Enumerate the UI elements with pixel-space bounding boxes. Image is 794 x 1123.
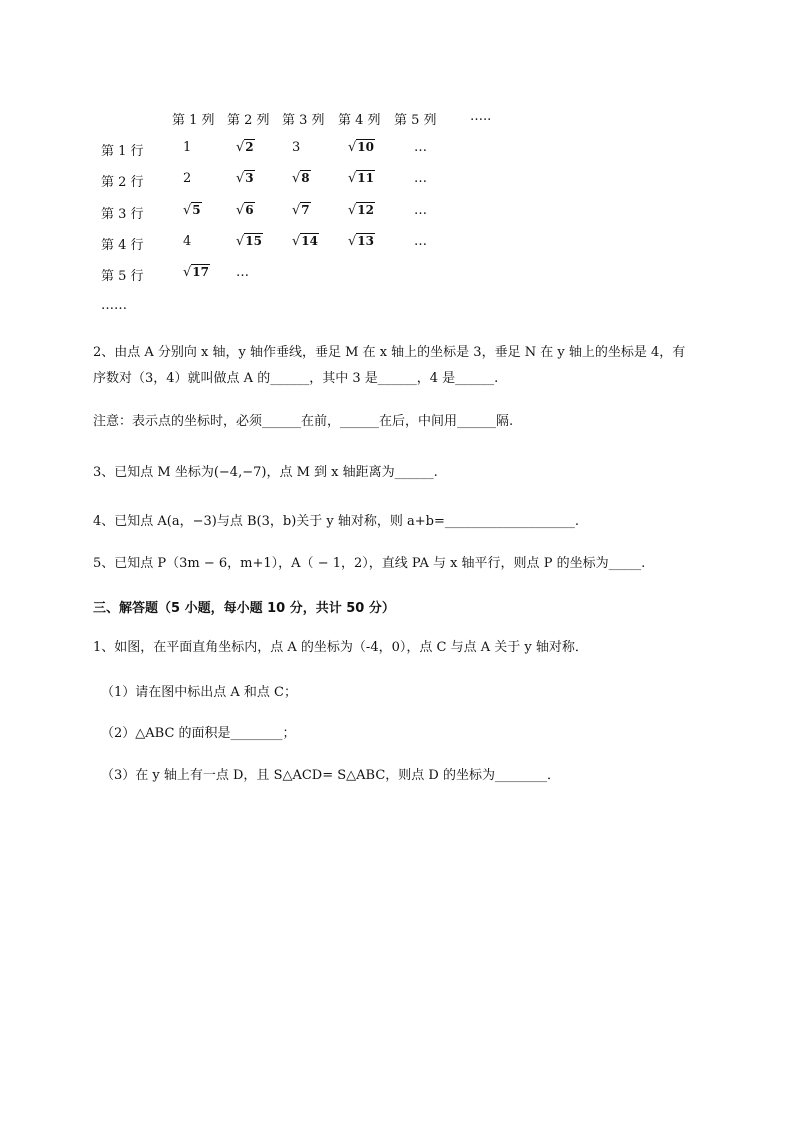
- question-2-line2: 序数对（3，4）就叫做点 A 的______，其中 3 是______，4 是______.: [93, 371, 499, 386]
- table-cell: [292, 234, 319, 249]
- sqrt-expression: √3: [236, 171, 254, 186]
- table-header-ellipsis: …..: [470, 109, 492, 124]
- table-header-col2: 第 2 列: [227, 113, 270, 128]
- table-row-label: 第 1 行: [101, 144, 144, 159]
- sqrt-expression: √6: [236, 203, 254, 218]
- table-cell: [183, 265, 210, 280]
- table-row-label: 第 2 行: [101, 175, 144, 190]
- table-cell: 3: [292, 140, 301, 155]
- sqrt-expression: √10: [348, 140, 374, 155]
- table-row-label: 第 5 行: [101, 269, 144, 284]
- table-cell: [292, 203, 311, 218]
- table-cell: [348, 203, 375, 218]
- question-4: 4、已知点 A(a，−3)与点 B(3，b)关于 y 轴对称，则 a+b=____________________.: [93, 514, 580, 529]
- sqrt-expression: √15: [236, 234, 262, 249]
- table-cell: [236, 203, 255, 218]
- table-cell: [183, 203, 202, 218]
- table-cell: [236, 171, 255, 186]
- sqrt-expression: √11: [348, 171, 374, 186]
- table-cell: [348, 171, 375, 186]
- table-header-col3: 第 3 列: [282, 113, 325, 128]
- sub-question-3: （3）在 y 轴上有一点 D，且 S△ACD= S△ABC，则点 D 的坐标为________．: [101, 768, 560, 783]
- sqrt-expression: √7: [292, 203, 310, 218]
- table-cell: [236, 140, 255, 155]
- sqrt-expression: √2: [236, 140, 254, 155]
- table-cell: …: [414, 234, 427, 249]
- table-cell: [348, 140, 375, 155]
- table-cell: [236, 234, 263, 249]
- sqrt-expression: √5: [183, 203, 201, 218]
- sqrt-expression: √13: [348, 234, 374, 249]
- table-cell: …: [414, 171, 427, 186]
- table-cell: 1: [183, 140, 192, 155]
- section-3-question-1: 1、如图，在平面直角坐标内，点 A 的坐标为（-4，0），点 C 与点 A 关于 y 轴对称．: [93, 640, 588, 655]
- table-cell: [292, 171, 311, 186]
- sqrt-expression: √8: [292, 171, 310, 186]
- table-cell: …: [236, 265, 249, 280]
- table-header-col5: 第 5 列: [394, 113, 437, 128]
- table-header-col1: 第 1 列: [172, 113, 215, 128]
- sub-question-1: （1）请在图中标出点 A 和点 C；: [101, 685, 298, 700]
- table-cell: 4: [183, 234, 192, 249]
- table-cell: …: [414, 203, 427, 218]
- table-header-col4: 第 4 列: [338, 113, 381, 128]
- sqrt-expression: √12: [348, 203, 374, 218]
- table-cell: 2: [183, 171, 192, 186]
- table-row-label: 第 4 行: [101, 238, 144, 253]
- table-row-label: 第 3 行: [101, 207, 144, 222]
- section-3-title: 三、解答题（5 小题，每小题 10 分，共计 50 分）: [93, 601, 395, 616]
- question-2-line1: 2、由点 A 分别向 x 轴，y 轴作垂线，垂足 M 在 x 轴上的坐标是 3，垂足 N 在 y 轴上的坐标是 4，有: [93, 345, 686, 360]
- sub-question-2: （2）△ABC 的面积是________；: [101, 726, 296, 741]
- sqrt-expression: √17: [183, 265, 209, 280]
- question-5: 5、已知点 P（3m − 6，m+1），A（ − 1，2），直线 PA 与 x 轴平行，则点 P 的坐标为_____.: [93, 556, 646, 571]
- table-cell: [348, 234, 375, 249]
- note-text: 注意：表示点的坐标时，必须______在前，______在后，中间用______隔.: [93, 414, 514, 429]
- sqrt-expression: √14: [292, 234, 318, 249]
- table-trailing-ellipsis: ……: [101, 298, 127, 313]
- question-3: 3、已知点 M 坐标为(−4,−7)，点 M 到 x 轴距离为______.: [93, 465, 438, 480]
- table-cell: …: [414, 140, 427, 155]
